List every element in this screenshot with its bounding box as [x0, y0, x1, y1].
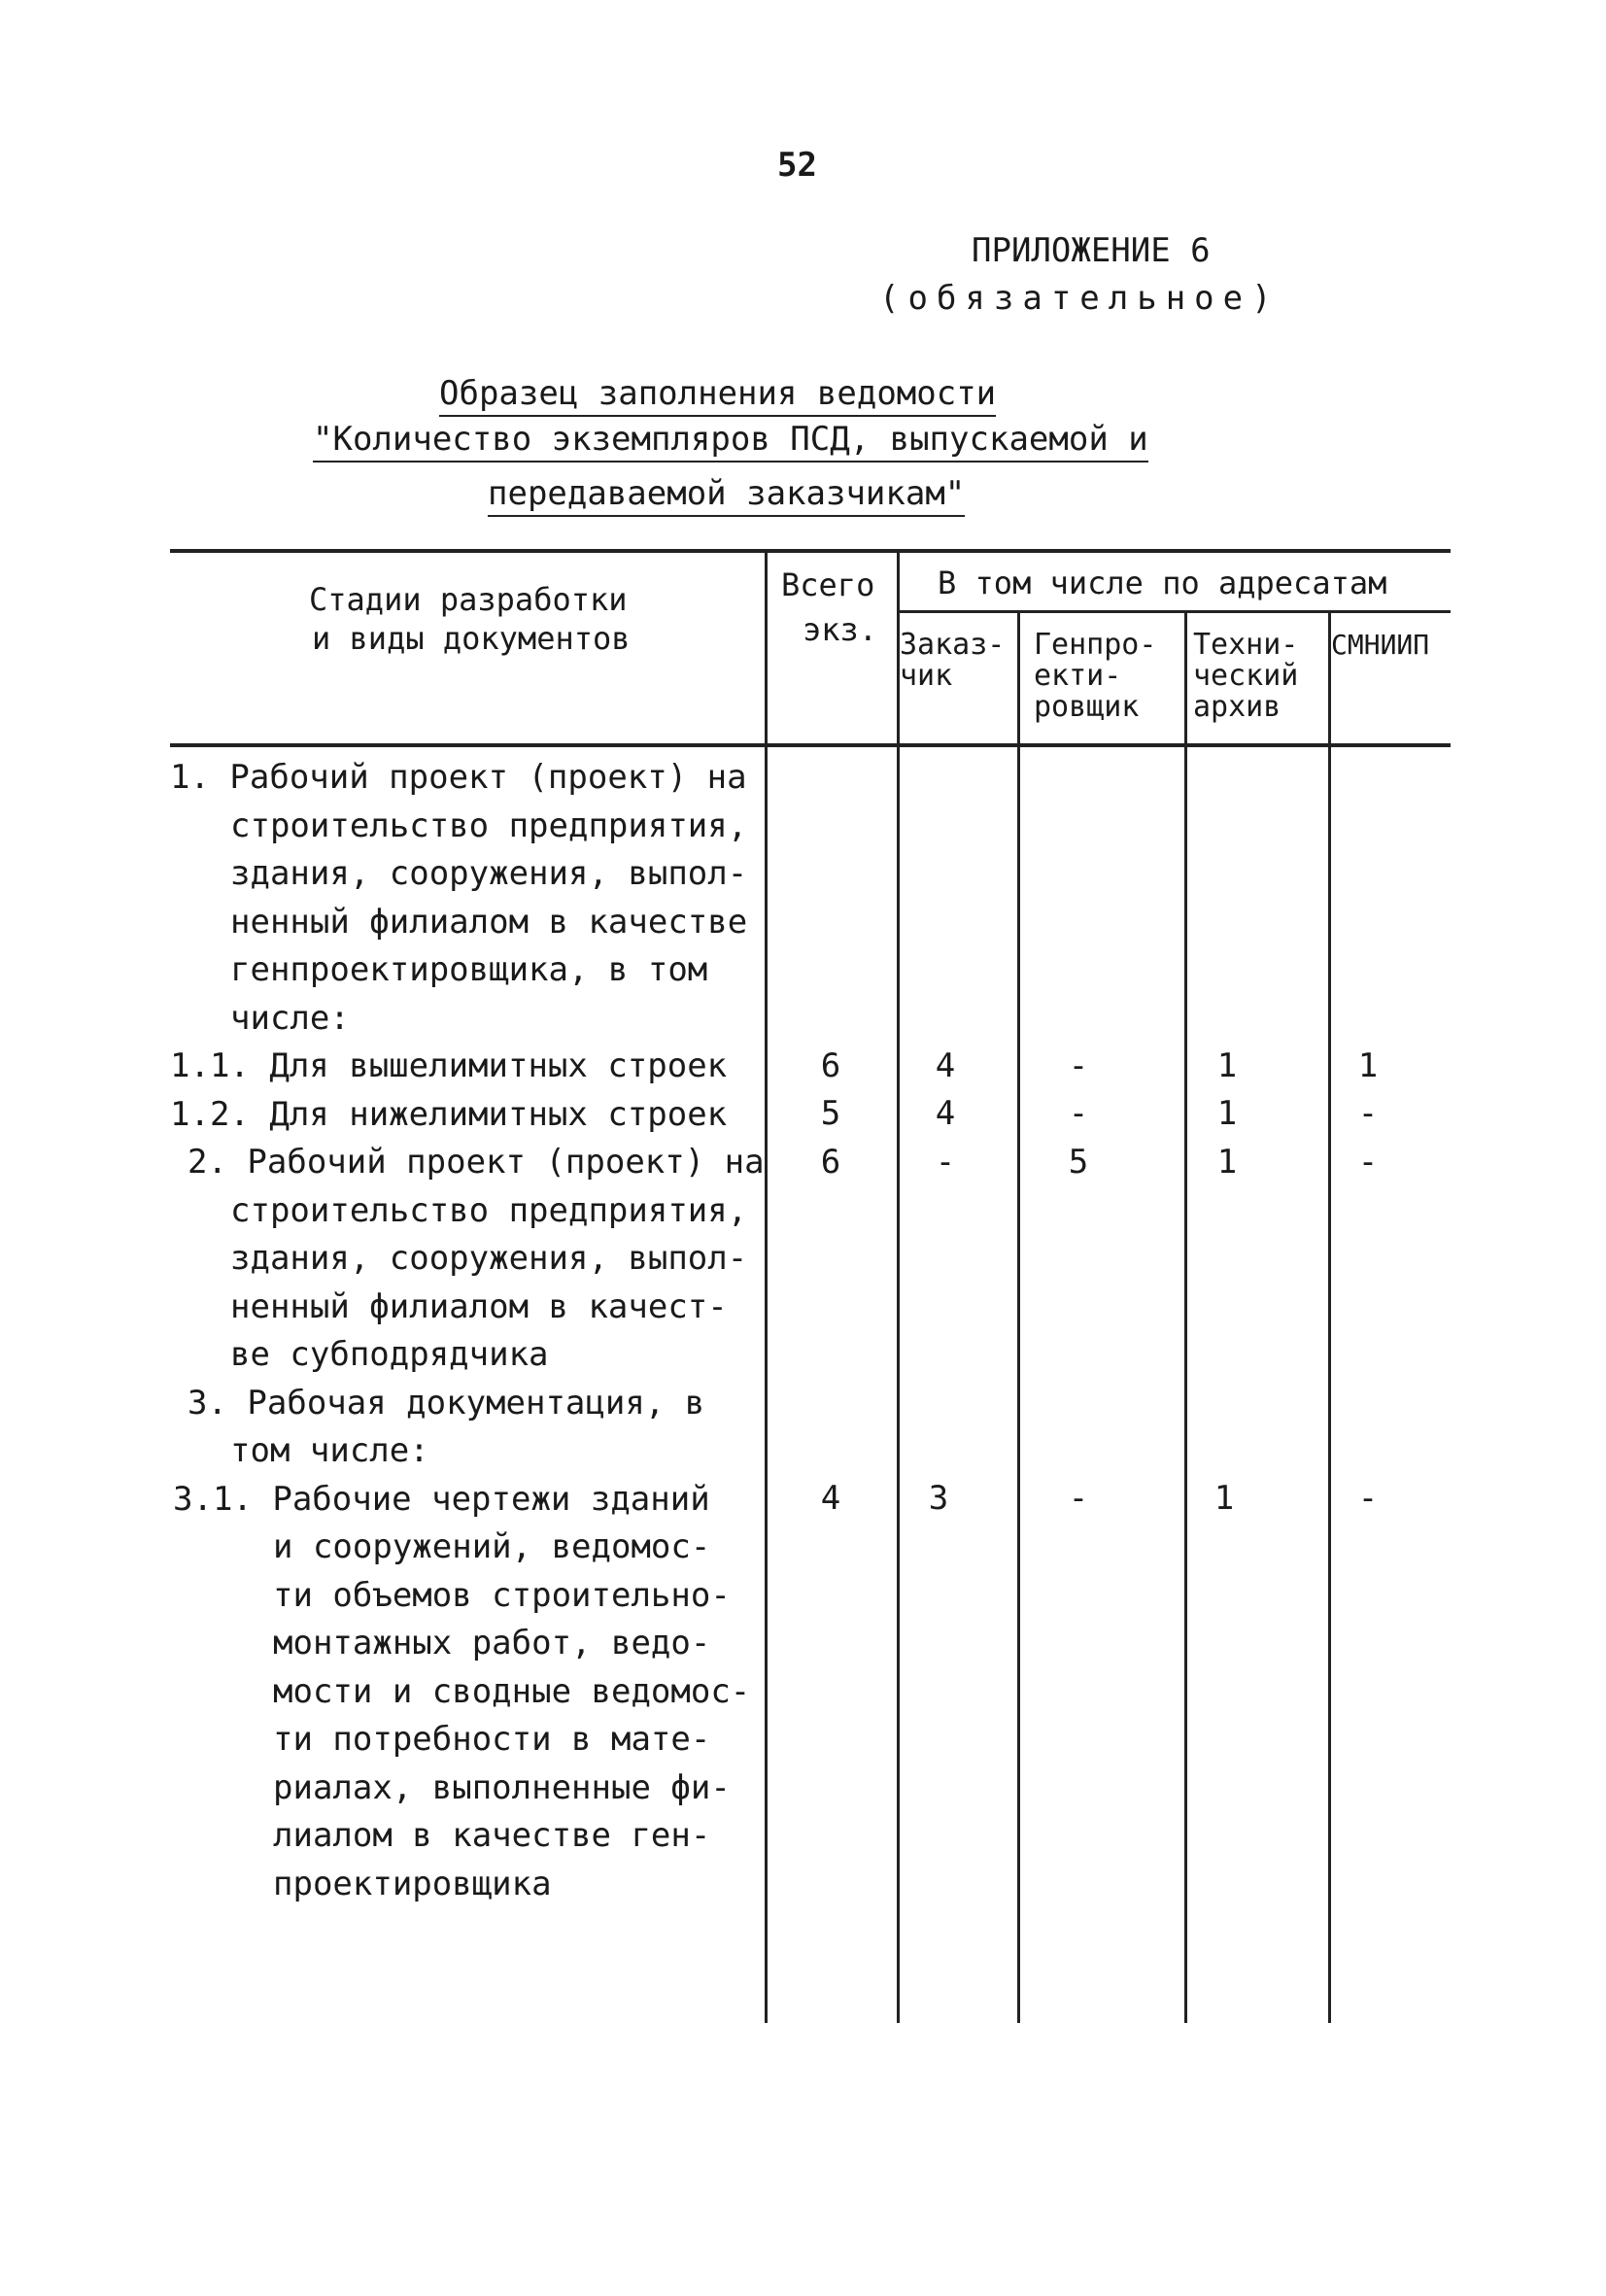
- cell-tech-archive: 1: [1213, 1479, 1235, 1518]
- col-divider-total: [897, 551, 900, 2023]
- table-top-rule: [170, 549, 1451, 553]
- table-row: [170, 1380, 765, 1476]
- row-text: числе:: [230, 998, 350, 1038]
- header-tech-archive: Техни- ческий архив: [1193, 628, 1299, 724]
- cell-total: 5: [820, 1094, 841, 1133]
- title-line-3: передаваемой заказчикам": [488, 474, 965, 517]
- row-text: ве субподрядчика: [230, 1335, 549, 1374]
- header-addressees: В том числе по адресатам: [938, 565, 1387, 601]
- row-text: 2. Рабочий проект (проект) на: [188, 1143, 765, 1182]
- table-body-stages: [170, 754, 765, 1908]
- row-text: том числе:: [230, 1431, 429, 1470]
- cell-general-designer: -: [1068, 1046, 1089, 1085]
- header-customer: Заказ- чик: [900, 628, 1006, 693]
- cell-total: 6: [820, 1046, 841, 1085]
- table-row: [170, 1043, 765, 1091]
- header-total-line-1: Всего: [781, 566, 875, 603]
- row-text: 3. Рабочая документация, в: [188, 1383, 705, 1422]
- table-row: [170, 754, 765, 1043]
- cell-smniip: -: [1357, 1479, 1379, 1518]
- table-row: [170, 1139, 765, 1380]
- row-text: ненный филиалом в качест-: [230, 1286, 728, 1326]
- row-text: генпроектировщика, в том: [230, 950, 708, 989]
- col-divider-general: [1184, 611, 1187, 2023]
- row-text: риалах, выполненные фи-: [273, 1767, 731, 1807]
- cell-general-designer: -: [1068, 1479, 1089, 1518]
- cell-smniip: -: [1357, 1094, 1379, 1133]
- cell-general-designer: -: [1068, 1094, 1089, 1133]
- row-text: проектировщика: [273, 1864, 552, 1903]
- cell-total: 4: [820, 1479, 841, 1518]
- row-text: ненный филиалом в качестве: [230, 902, 748, 942]
- table-row: [170, 1476, 765, 1909]
- table-row: [170, 1091, 765, 1140]
- row-text: монтажных работ, ведо-: [273, 1624, 711, 1662]
- cell-tech-archive: 1: [1216, 1046, 1238, 1085]
- cell-customer: -: [935, 1143, 956, 1182]
- page-number: 52: [777, 146, 817, 185]
- row-text: 3.1. Рабочие чертежи зданий: [173, 1479, 710, 1519]
- header-stage: [309, 580, 631, 658]
- col-divider-stage: [765, 551, 768, 2023]
- row-text: мости и сводные ведомос-: [273, 1671, 751, 1711]
- row-text: лиалом в качестве ген-: [273, 1816, 711, 1855]
- row-text: строительство предприятия,: [230, 1190, 748, 1230]
- cell-smniip: -: [1357, 1143, 1379, 1182]
- row-text: 1. Рабочий проект (проект) на: [170, 758, 747, 797]
- row-text: 1.2. Для нижелимитных строек: [170, 1094, 728, 1134]
- row-text: здания, сооружения, выпол-: [230, 854, 748, 893]
- header-total: [781, 565, 877, 649]
- header-stage-line-2: и виды документов: [312, 620, 631, 657]
- row-text: строительство предприятия,: [230, 805, 748, 845]
- cell-general-designer: 5: [1068, 1143, 1089, 1182]
- header-sub-rule: [899, 610, 1451, 613]
- title-line-1: Образец заполнения ведомости: [439, 374, 996, 417]
- row-text: 1.1. Для вышелимитных строек: [170, 1046, 728, 1085]
- appendix-label: ПРИЛОЖЕНИЕ 6: [972, 231, 1211, 270]
- cell-smniip: 1: [1357, 1046, 1379, 1085]
- cell-customer: 3: [928, 1479, 949, 1518]
- row-text: и сооружений, ведомос-: [273, 1527, 711, 1566]
- col-divider-customer: [1017, 611, 1020, 2023]
- header-total-line-2: экз.: [803, 611, 878, 648]
- cell-tech-archive: 1: [1216, 1143, 1238, 1182]
- cell-customer: 4: [935, 1046, 956, 1085]
- header-bottom-rule: [170, 743, 1451, 747]
- row-text: здания, сооружения, выпол-: [230, 1239, 748, 1278]
- title-line-2: "Количество экземпляров ПСД, выпускаемой и: [313, 420, 1148, 463]
- cell-total: 6: [820, 1143, 841, 1182]
- header-stage-line-1: Стадии разработки: [309, 581, 628, 618]
- cell-tech-archive: 1: [1216, 1094, 1238, 1133]
- cell-customer: 4: [935, 1094, 956, 1133]
- header-smniip: СМНИИП: [1331, 629, 1430, 661]
- row-text: ти потребности в мате-: [273, 1720, 711, 1759]
- col-divider-archive: [1328, 611, 1331, 2023]
- row-text: ти объемов строительно-: [273, 1575, 731, 1615]
- appendix-note: (обязательное): [879, 279, 1281, 318]
- header-general-designer: Генпро- екти- ровщик: [1034, 628, 1157, 724]
